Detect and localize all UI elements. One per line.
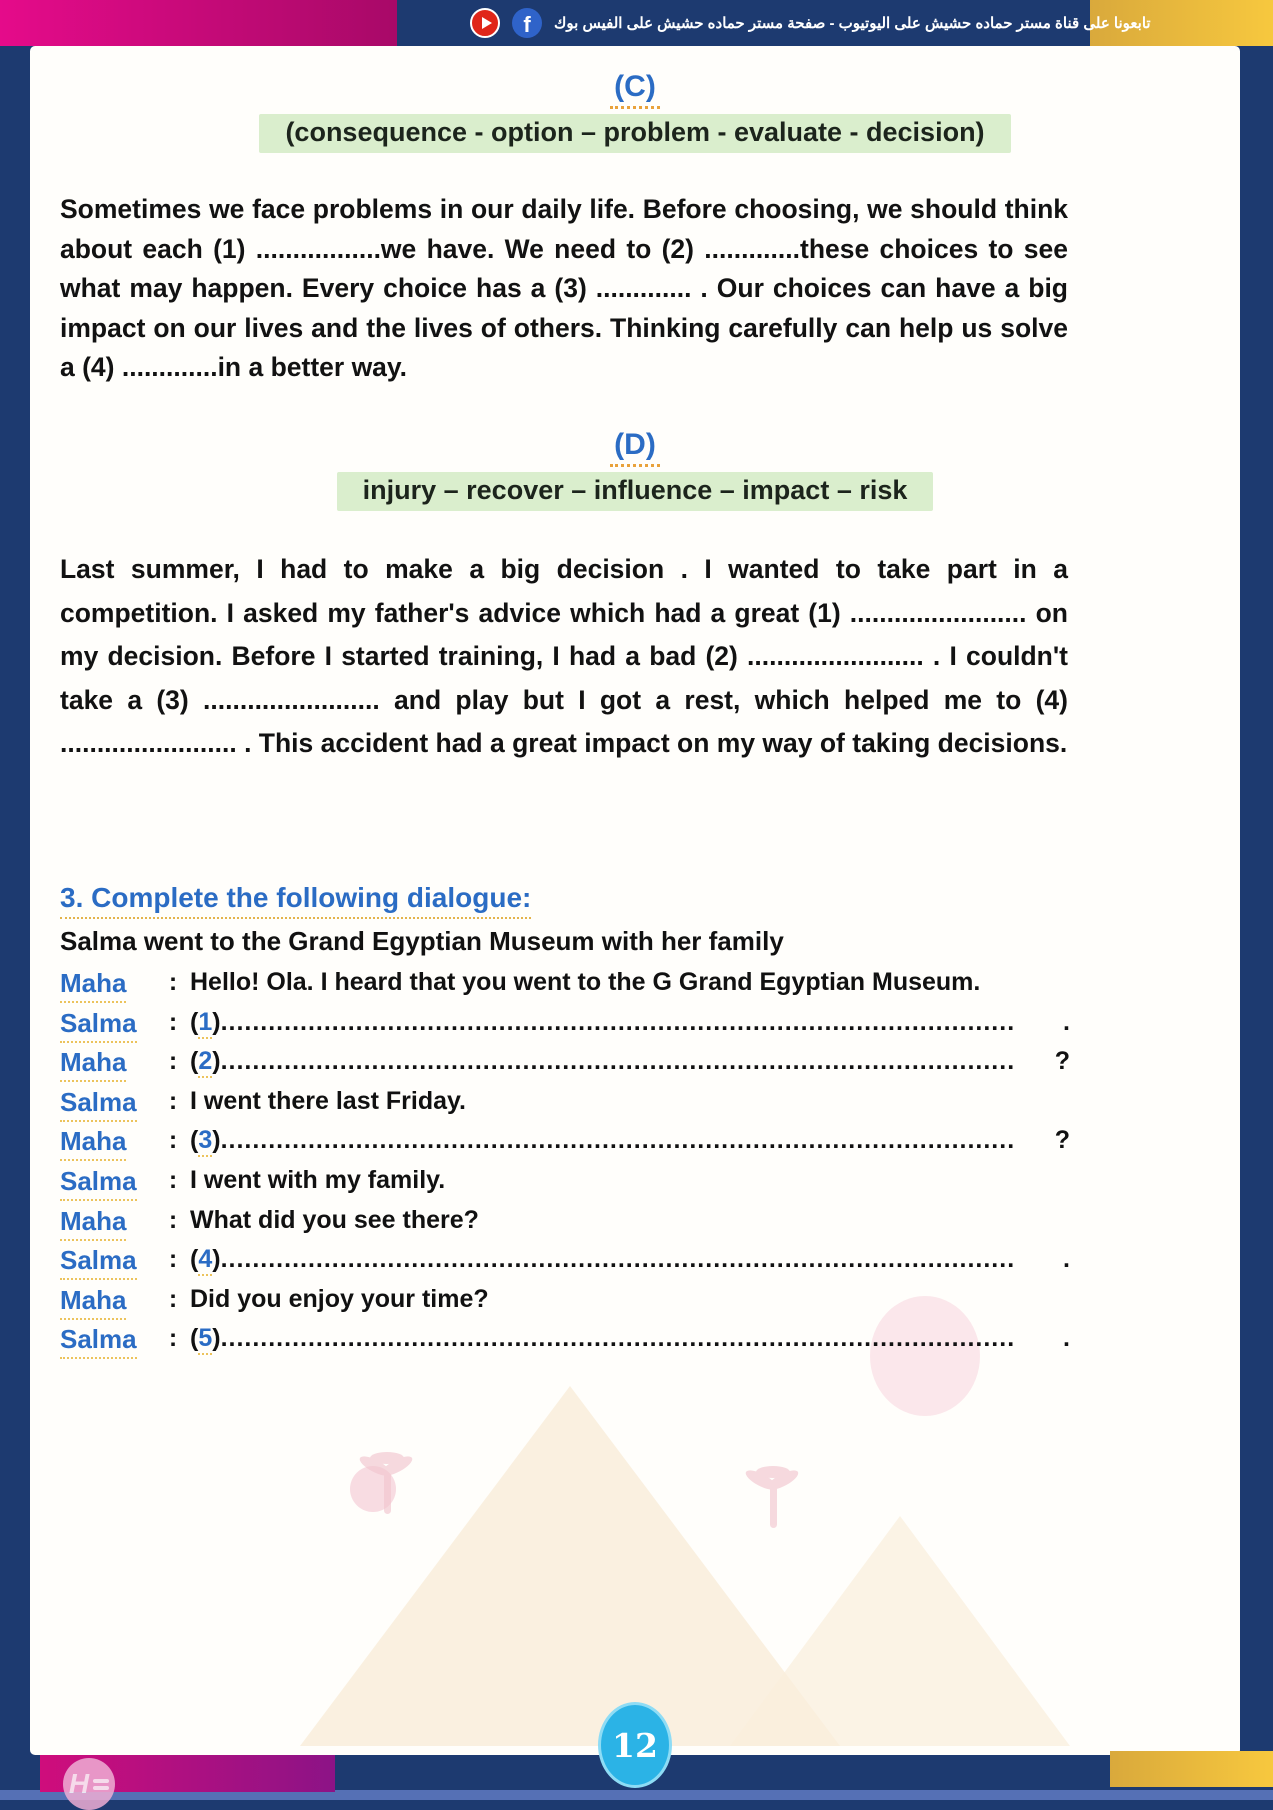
section-d-title: (D) — [30, 428, 1240, 467]
dialogue-text: Hello! Ola. I heard that you went to the G Grand Egyptian Museum. — [190, 968, 981, 996]
dialogue-colon: : — [168, 1284, 178, 1313]
dialogue-row — [60, 1126, 1070, 1166]
dialogue-colon: : — [168, 1245, 178, 1274]
dialogue-colon: : — [168, 1165, 178, 1194]
section-d-paragraph: Last summer, I had to make a big decision . I wanted to take part in a competition. I asked my father's advice which had a great (1) ........................ on my decision. Before I started training, I had a bad (2) ........................ . I couldn't take a (3) ........................ and play but I got a rest, which helped me to (4) ........................ . This accident had a great impact on my way of taking decisions. — [60, 554, 1068, 758]
dialogue-row — [60, 1166, 1070, 1206]
footer-accent-yellow — [1110, 1751, 1273, 1787]
dialogue-heading: 3. Complete the following dialogue: — [60, 882, 531, 919]
speaker-name: Salma — [60, 1166, 156, 1201]
dialogue-text: Did you enjoy your time? — [190, 1284, 489, 1313]
dialogue-text: ( 3 ) .................................................................................................... ? — [190, 1126, 1070, 1157]
blank-number: 1 — [198, 1008, 212, 1039]
header-accent-magenta — [0, 0, 397, 46]
dialogue-text: ( 2 ) .................................................................................................... ? — [190, 1047, 1070, 1078]
blank-dots: .................................................................................................... — [220, 1324, 1016, 1353]
section-c-title: (C) — [30, 70, 1240, 109]
dialogue-colon: : — [168, 1324, 178, 1353]
dialogue-colon: : — [168, 968, 178, 996]
dialogue-text: I went there last Friday. — [190, 1086, 467, 1115]
pyramid-watermark-small — [730, 1516, 1070, 1746]
blank-dots: .................................................................................................... — [220, 1126, 1016, 1155]
speaker-name: Salma — [60, 1245, 156, 1280]
page-number-badge: 12 — [598, 1702, 672, 1788]
dialogue-text: ( 4 ) .................................................................................................... . — [190, 1245, 1070, 1276]
blank-dots: .................................................................................................... — [220, 1245, 1016, 1274]
speaker-name: Maha — [60, 1126, 156, 1161]
dialogue — [60, 968, 1070, 1364]
publisher-logo — [63, 1758, 115, 1810]
logo-letter: H — [68, 1768, 90, 1799]
dialogue-colon: : — [168, 1047, 178, 1076]
dialogue-row — [60, 1245, 1070, 1285]
facebook-icon: f — [512, 8, 542, 38]
page-card — [30, 46, 1240, 1799]
section-d-wordbank: injury – recover – influence – impact – risk — [337, 472, 934, 511]
dialogue-colon: : — [168, 1007, 178, 1036]
speaker-name: Salma — [60, 1008, 156, 1043]
blank-number: 3 — [198, 1126, 212, 1157]
dialogue-row — [60, 1206, 1070, 1246]
section-c-paragraph: Sometimes we face problems in our daily life. Before choosing, we should think about each (1) .................we have. We need to (2) .............these choices to see what may happen. Every choice has a (3) ............. . Our choices can have a big impact on our lives and the lives of others. Thinking carefully can help us solve a (4) .............in a better way. — [60, 194, 1068, 382]
follow-us-text: تابعونا على قناة مستر حماده حشيش على اليوتيوب - صفحة مستر حماده حشيش على الفيس بوك — [554, 15, 1151, 32]
blank-number: 2 — [198, 1047, 212, 1078]
palm-tree-watermark — [360, 1444, 414, 1514]
speaker-name: Salma — [60, 1324, 156, 1359]
play-icon — [482, 17, 492, 29]
youtube-icon — [470, 8, 500, 38]
speaker-name: Maha — [60, 1285, 156, 1320]
dialogue-colon: : — [168, 1205, 178, 1234]
blank-number: 4 — [198, 1245, 212, 1276]
blank-number: 5 — [198, 1324, 212, 1355]
dialogue-intro: Salma went to the Grand Egyptian Museum with her family — [60, 926, 784, 956]
dialogue-colon: : — [168, 1126, 178, 1155]
pyramid-watermark — [300, 1386, 840, 1746]
section-c-wordbank: (consequence - option – problem - evaluate - decision) — [259, 114, 1010, 153]
dialogue-row — [60, 968, 1070, 1008]
header-content — [470, 5, 1151, 41]
speaker-name: Salma — [60, 1087, 156, 1122]
palm-tree-watermark — [746, 1458, 800, 1528]
dialogue-text: What did you see there? — [190, 1205, 479, 1234]
dialogue-text: ( 5 ) .................................................................................................... . — [190, 1324, 1070, 1355]
speaker-name: Maha — [60, 1206, 156, 1241]
section-d-wordbank-wrap — [30, 472, 1240, 511]
dialogue-row — [60, 1087, 1070, 1127]
speaker-name: Maha — [60, 968, 156, 1003]
dialogue-row — [60, 1324, 1070, 1364]
dialogue-row — [60, 1047, 1070, 1087]
blank-dots: .................................................................................................... — [220, 1007, 1016, 1036]
speaker-name: Maha — [60, 1047, 156, 1082]
dialogue-row — [60, 1008, 1070, 1048]
dialogue-text: ( 1 ) .................................................................................................... . — [190, 1008, 1070, 1039]
dialogue-colon: : — [168, 1086, 178, 1115]
logo-text-lines — [93, 1779, 109, 1790]
dialogue-text: I went with my family. — [190, 1165, 446, 1194]
blank-dots: .................................................................................................... — [220, 1047, 1016, 1076]
section-c-wordbank-wrap — [30, 114, 1240, 153]
dialogue-row — [60, 1285, 1070, 1325]
